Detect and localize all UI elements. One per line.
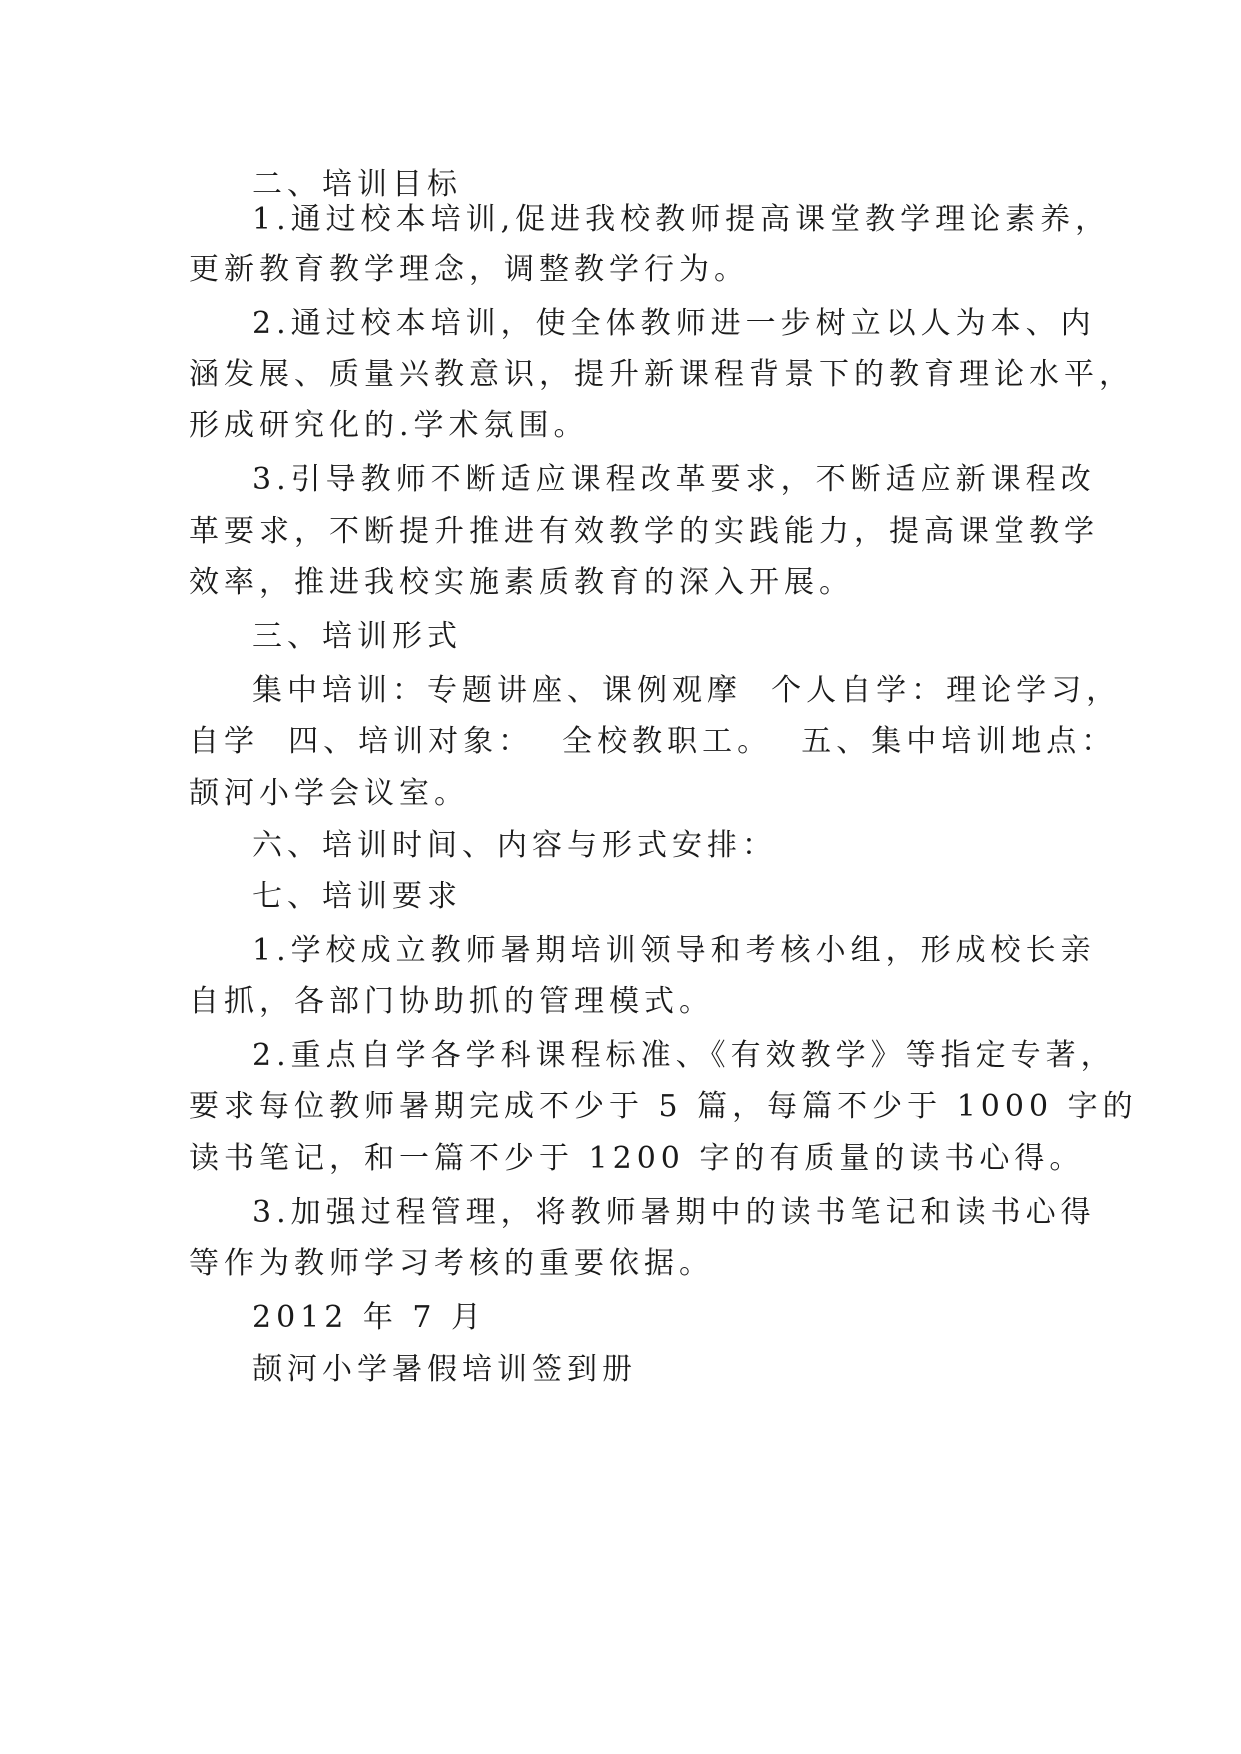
section-heading-schedule: 六、培训时间、内容与形式安排： <box>252 828 777 863</box>
paragraph-line: 读书笔记，和一篇不少于 1200 字的有质量的读书心得。 <box>189 1141 1085 1176</box>
paragraph-line: 涵发展、质量兴教意识，提升新课程背景下的教育理论水平， <box>189 357 1134 392</box>
paragraph-line: 3.引导教师不断适应课程改革要求，不断适应新课程改 <box>252 462 1096 497</box>
paragraph-line: 要求每位教师暑期完成不少于 5 篇，每篇不少于 1000 字的 <box>189 1089 1138 1124</box>
section-heading-requirements: 七、培训要求 <box>252 879 462 914</box>
section-heading-training-goals: 二、培训目标 <box>252 167 462 202</box>
paragraph-line: 更新教育教学理念，调整教学行为。 <box>189 252 749 287</box>
paragraph-line: 1.通过校本培训,促进我校教师提高课堂教学理论素养， <box>252 202 1111 237</box>
paragraph-line: 自抓，各部门协助抓的管理模式。 <box>189 984 714 1019</box>
paragraph-line: 自学 四、培训对象： 全校教职工。 五、集中培训地点： <box>189 724 1117 759</box>
paragraph-line: 1.学校成立教师暑期培训领导和考核小组，形成校长亲 <box>252 933 1096 968</box>
paragraph-line: 2.通过校本培训，使全体教师进一步树立以人为本、内 <box>252 306 1096 341</box>
paragraph-line: 形成研究化的.学术氛围。 <box>189 408 589 443</box>
paragraph-line: 颉河小学会议室。 <box>189 776 469 811</box>
paragraph-line: 2.重点自学各学科课程标准、《有效教学》等指定专著， <box>252 1038 1116 1073</box>
paragraph-line: 等作为教师学习考核的重要依据。 <box>189 1246 714 1281</box>
paragraph-line: 集中培训：专题讲座、课例观摩 个人自学：理论学习， <box>252 673 1122 708</box>
section-heading-training-form: 三、培训形式 <box>252 619 462 654</box>
sign-in-sheet-title: 颉河小学暑假培训签到册 <box>252 1352 637 1387</box>
date-line: 2012 年 7 月 <box>252 1300 487 1335</box>
paragraph-line: 效率，推进我校实施素质教育的深入开展。 <box>189 565 854 600</box>
paragraph-line: 3.加强过程管理，将教师暑期中的读书笔记和读书心得 <box>252 1195 1096 1230</box>
paragraph-line: 革要求，不断提升推进有效教学的实践能力，提高课堂教学 <box>189 514 1099 549</box>
